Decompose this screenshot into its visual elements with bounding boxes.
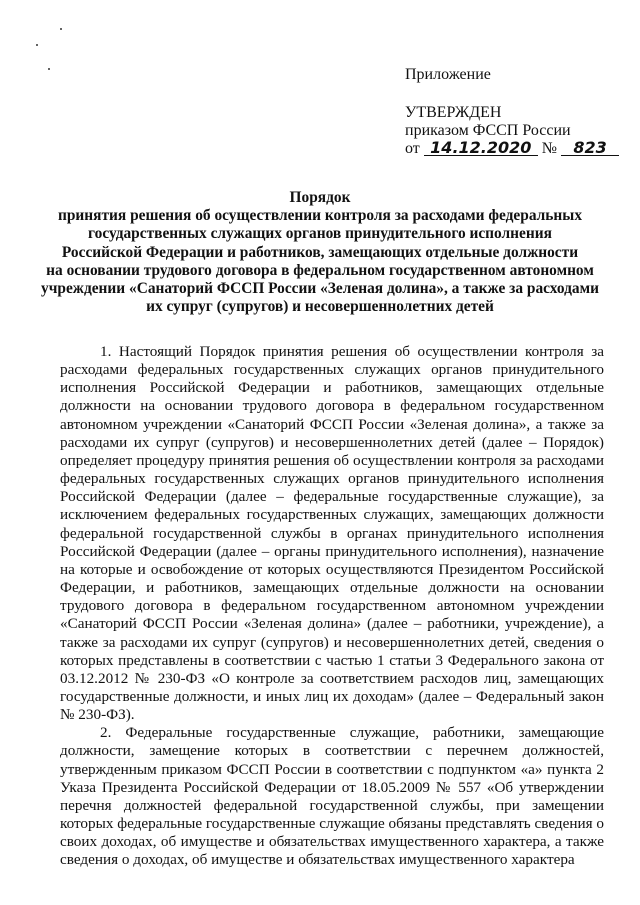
title-line: принятия решения об осуществлении контроля за расходами федеральных	[57, 207, 583, 225]
title-line: их супруг (супругов) и несовершеннолетних детей	[146, 298, 494, 316]
order-date-handwritten: 14.12.2020	[424, 140, 538, 156]
appendix-label: Приложение	[405, 66, 491, 83]
paragraph-2: 2. Федеральные государственные служащие, работники, замещающие должности, замещение которых в соответствии с перечнем должностей, утвержденным приказом ФССП России в соответствии с подпунктом «а» пункта 2 Указа Президента Российской Федерации от 18.05.2009 № 557 «Об утверждении перечня должностей федеральной государственной службы, при замещении которых федеральные государственные служащие обязаны представлять сведения о своих доходах, об имуществе и обязательствах имущественного характера, а также сведения о доходах, об имуществе и обязательствах имущественного характера	[60, 724, 604, 869]
title-line: на основании трудового договора в федеральном государственном автономном	[46, 261, 594, 279]
document-body	[60, 343, 604, 870]
paragraph-1: 1. Настоящий Порядок принятия решения об осуществлении контроля за расходами федеральных государственных служащих органов принудительного исполнения Российской Федерации и работников, замещающих отдельные должности на основании трудового договора в федеральном государственном автономном учреждении «Санаторий ФССП России «Зеленая долина», а также за расходами их супруг (супругов) и несовершеннолетних детей (далее – Порядок) определяет процедуру принятия решения об осуществлении контроля за расходами федеральных государственных служащих органов принудительного исполнения Российской Федерации (далее – федеральные государственные служащие), за исключением федеральных государственных служащих, замещающих должности федеральной государственной службы в органах принудительного исполнения Российской Федерации (далее – органы принудительного исполнения), назначение на которые и освобождение от которых осуществляются Президентом Российской Федерации, и работников, замещающих отдельные должности на основании трудового договора в федеральном государственном автономном учреждении «Санаторий ФССП России «Зеленая долина» (далее – работники, учреждение), а также за расходами их супруг (супругов) и несовершеннолетних детей, сведения о которых представлены в соответствии с частью 1 статьи 3 Федерального закона от 03.12.2012 № 230-ФЗ «О контроле за соответствием расходов лиц, замещающих государственные должности, и иных лиц их доходам» (далее – Федеральный закон № 230-ФЗ).	[60, 343, 604, 724]
number-sign: №	[541, 140, 558, 157]
order-number-handwritten: 823	[561, 140, 619, 156]
scan-specks	[34, 28, 74, 78]
document-title	[40, 189, 600, 316]
order-date-line	[405, 140, 625, 158]
title-line: учреждении «Санаторий ФССП России «Зеленая долина», а также за расходами	[41, 280, 599, 298]
title-line: Порядок	[289, 189, 351, 206]
order-of-label: приказом ФССП России	[405, 122, 571, 139]
date-prefix: от	[405, 140, 420, 157]
title-line: государственных служащих органов принудительного исполнения	[88, 225, 552, 243]
approval-block	[405, 66, 625, 158]
approved-label: УТВЕРЖДЕН	[405, 104, 502, 121]
title-line: Российской Федерации и работников, замещающих отдельные должности	[61, 243, 579, 261]
